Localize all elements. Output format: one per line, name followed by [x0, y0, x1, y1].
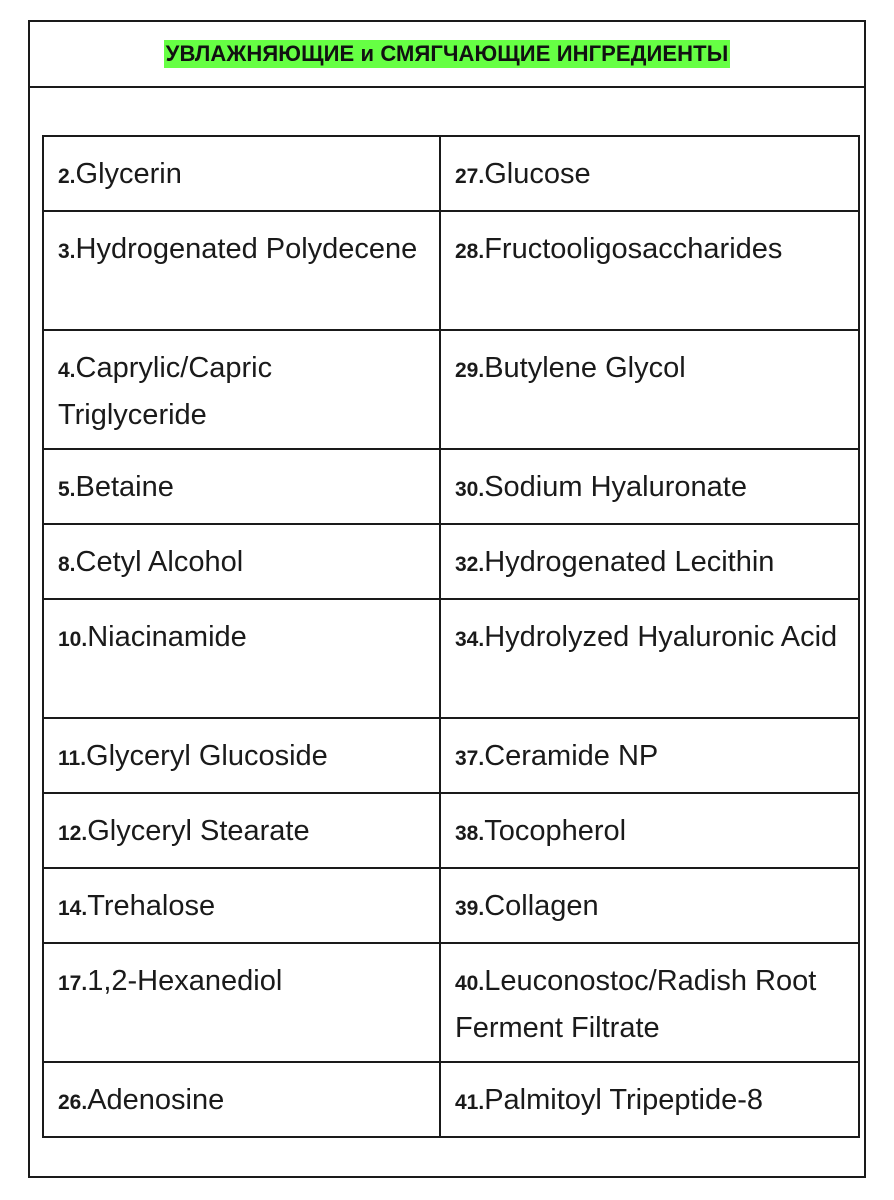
ingredient-name: Trehalose — [87, 890, 216, 922]
ingredient-number: 11. — [58, 747, 87, 770]
table-row — [43, 793, 859, 868]
page-title: УВЛАЖНЯЮЩИЕ и СМЯГЧАЮЩИЕ ИНГРЕДИЕНТЫ — [165, 41, 729, 66]
ingredient-number: 17. — [58, 972, 88, 995]
table-row — [43, 136, 859, 211]
table-row — [43, 868, 859, 943]
ingredient-number: 32. — [455, 553, 485, 576]
ingredient-name: Palmitoyl Tripeptide-8 — [484, 1084, 764, 1116]
table-row — [43, 943, 859, 1062]
table-row — [43, 718, 859, 793]
ingredient-number: 2. — [58, 165, 76, 188]
ingredient-name: Hydrogenated Lecithin — [484, 546, 775, 578]
table-cell — [440, 868, 859, 943]
table-cell — [43, 718, 440, 793]
ingredient-number: 37. — [455, 747, 485, 770]
table-cell — [43, 868, 440, 943]
table-cell — [440, 943, 859, 1062]
table-row — [43, 449, 859, 524]
ingredient-number: 10. — [58, 628, 88, 651]
table-row — [43, 524, 859, 599]
ingredient-name: Collagen — [484, 890, 599, 922]
ingredient-number: 29. — [455, 359, 485, 382]
table-cell — [43, 136, 440, 211]
ingredient-name: Glycerin — [75, 158, 182, 190]
ingredient-number: 40. — [455, 972, 485, 995]
ingredient-name: Butylene Glycol — [484, 352, 686, 384]
ingredient-name: Hydrogenated Polydecene — [75, 233, 418, 265]
ingredient-name: Tocopherol — [484, 815, 627, 847]
table-row — [43, 599, 859, 718]
table-cell — [43, 1062, 440, 1137]
table-cell — [440, 211, 859, 330]
table-cell — [43, 330, 440, 449]
ingredient-name: Glyceryl Glucoside — [86, 740, 328, 772]
table-cell — [440, 599, 859, 718]
ingredient-name: Niacinamide — [87, 621, 247, 653]
ingredient-name: Sodium Hyaluronate — [484, 471, 747, 503]
ingredient-name: 1,2-Hexanediol — [87, 965, 283, 997]
ingredient-number: 5. — [58, 478, 76, 501]
ingredient-name: Adenosine — [87, 1084, 225, 1116]
table-cell — [440, 793, 859, 868]
ingredient-name: Fructooligosaccharides — [484, 233, 783, 265]
table-cell — [440, 524, 859, 599]
ingredient-number: 28. — [455, 240, 485, 263]
ingredient-number: 4. — [58, 359, 76, 382]
ingredient-number: 8. — [58, 553, 76, 576]
ingredient-name: Leuconostoc/Radish Root Ferment Filtrate — [455, 965, 817, 1044]
ingredient-number: 39. — [455, 897, 485, 920]
ingredients-table — [42, 135, 860, 1138]
table-cell — [440, 718, 859, 793]
table-cell — [440, 1062, 859, 1137]
table-cell — [43, 943, 440, 1062]
ingredient-name: Cetyl Alcohol — [75, 546, 244, 578]
ingredient-number: 26. — [58, 1091, 88, 1114]
ingredient-number: 30. — [455, 478, 485, 501]
document-frame — [28, 20, 866, 1178]
header-band — [30, 22, 864, 88]
table-row — [43, 330, 859, 449]
ingredient-number: 34. — [455, 628, 485, 651]
ingredient-name: Glyceryl Stearate — [87, 815, 310, 847]
table-row — [43, 1062, 859, 1137]
ingredient-name: Betaine — [75, 471, 174, 503]
table-cell — [43, 211, 440, 330]
table-cell — [43, 599, 440, 718]
ingredient-name: Hydrolyzed Hyaluronic Acid — [484, 621, 838, 653]
ingredient-name: Glucose — [484, 158, 591, 190]
table-cell — [43, 793, 440, 868]
ingredient-number: 14. — [58, 897, 88, 920]
ingredient-name: Caprylic/Capric Triglyceride — [58, 352, 273, 431]
ingredients-table-wrapper — [42, 135, 858, 1138]
ingredient-name: Ceramide NP — [484, 740, 659, 772]
table-cell — [43, 524, 440, 599]
ingredient-number: 27. — [455, 165, 485, 188]
table-cell — [440, 330, 859, 449]
ingredient-number: 38. — [455, 822, 485, 845]
table-cell — [440, 449, 859, 524]
ingredient-number: 12. — [58, 822, 88, 845]
table-cell — [43, 449, 440, 524]
ingredient-number: 41. — [455, 1091, 485, 1114]
ingredient-number: 3. — [58, 240, 76, 263]
table-cell — [440, 136, 859, 211]
table-row — [43, 211, 859, 330]
